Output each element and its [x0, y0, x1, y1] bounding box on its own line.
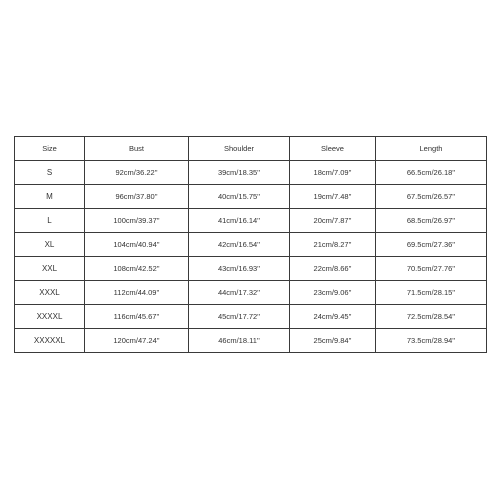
table-body [15, 161, 487, 353]
cell-bust: 104cm/40.94'' [85, 233, 189, 257]
cell-shoulder: 44cm/17.32'' [189, 281, 290, 305]
header-sleeve: Sleeve [290, 137, 376, 161]
cell-length: 66.5cm/26.18'' [376, 161, 487, 185]
cell-size: L [15, 209, 85, 233]
table-row [15, 305, 487, 329]
cell-shoulder: 46cm/18.11'' [189, 329, 290, 353]
cell-length: 67.5cm/26.57'' [376, 185, 487, 209]
cell-length: 72.5cm/28.54'' [376, 305, 487, 329]
cell-bust: 96cm/37.80'' [85, 185, 189, 209]
cell-length: 73.5cm/28.94'' [376, 329, 487, 353]
table-row [15, 209, 487, 233]
cell-length: 69.5cm/27.36'' [376, 233, 487, 257]
table-row [15, 257, 487, 281]
header-length: Length [376, 137, 487, 161]
cell-size: XXXXXL [15, 329, 85, 353]
cell-size: XXL [15, 257, 85, 281]
cell-size: S [15, 161, 85, 185]
table-row [15, 185, 487, 209]
header-bust: Bust [85, 137, 189, 161]
cell-sleeve: 18cm/7.09'' [290, 161, 376, 185]
table-header [15, 137, 487, 161]
cell-sleeve: 20cm/7.87'' [290, 209, 376, 233]
cell-length: 70.5cm/27.76'' [376, 257, 487, 281]
cell-bust: 120cm/47.24'' [85, 329, 189, 353]
cell-shoulder: 39cm/18.35'' [189, 161, 290, 185]
header-shoulder: Shoulder [189, 137, 290, 161]
cell-sleeve: 22cm/8.66'' [290, 257, 376, 281]
cell-shoulder: 42cm/16.54'' [189, 233, 290, 257]
table-row [15, 281, 487, 305]
cell-bust: 108cm/42.52'' [85, 257, 189, 281]
size-chart-table [14, 136, 487, 353]
cell-shoulder: 43cm/16.93'' [189, 257, 290, 281]
cell-sleeve: 25cm/9.84'' [290, 329, 376, 353]
header-row [15, 137, 487, 161]
cell-sleeve: 24cm/9.45'' [290, 305, 376, 329]
table-row [15, 161, 487, 185]
cell-size: XXXXL [15, 305, 85, 329]
cell-size: XXXL [15, 281, 85, 305]
table-row [15, 233, 487, 257]
table-row [15, 329, 487, 353]
cell-bust: 112cm/44.09'' [85, 281, 189, 305]
cell-shoulder: 45cm/17.72'' [189, 305, 290, 329]
cell-bust: 116cm/45.67'' [85, 305, 189, 329]
cell-bust: 92cm/36.22'' [85, 161, 189, 185]
cell-shoulder: 40cm/15.75'' [189, 185, 290, 209]
cell-sleeve: 23cm/9.06'' [290, 281, 376, 305]
cell-length: 71.5cm/28.15'' [376, 281, 487, 305]
cell-shoulder: 41cm/16.14'' [189, 209, 290, 233]
cell-length: 68.5cm/26.97'' [376, 209, 487, 233]
cell-size: M [15, 185, 85, 209]
header-size: Size [15, 137, 85, 161]
cell-size: XL [15, 233, 85, 257]
cell-sleeve: 21cm/8.27'' [290, 233, 376, 257]
cell-sleeve: 19cm/7.48'' [290, 185, 376, 209]
cell-bust: 100cm/39.37'' [85, 209, 189, 233]
